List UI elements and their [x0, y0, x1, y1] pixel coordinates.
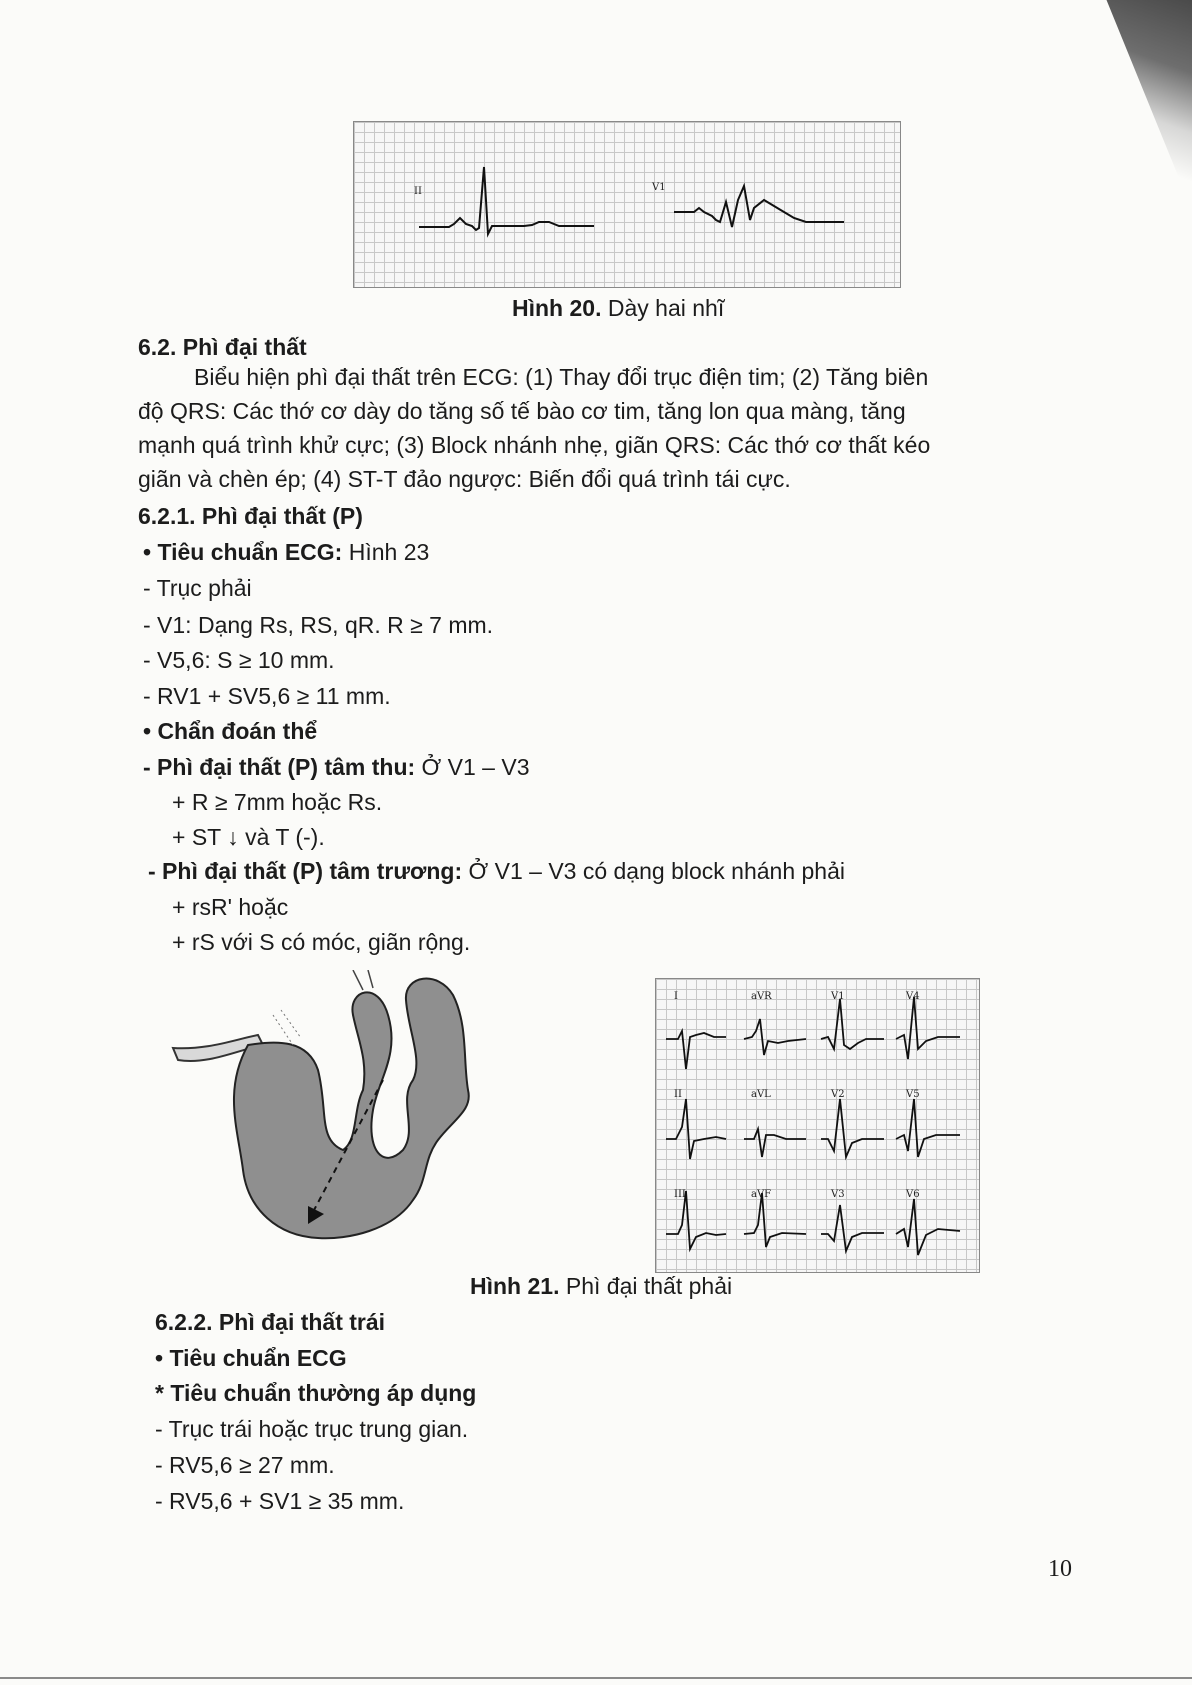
lead-label: aVL	[751, 1089, 771, 1100]
figure-21-caption-number: Hình 21.	[470, 1273, 560, 1299]
trace-v3	[821, 1205, 884, 1251]
lead-label: V6	[906, 1189, 920, 1200]
ecg-trace-svg	[354, 122, 900, 287]
rvh-diagnosis-heading: • Chẩn đoán thể	[143, 718, 318, 744]
rvh-v56-criteria: - V5,6: S ≥ 10 mm.	[143, 647, 335, 673]
trace-avf	[744, 1193, 806, 1247]
rvh-criteria-line	[143, 538, 429, 567]
heart-wall	[234, 979, 469, 1239]
dotted-marker	[273, 1010, 301, 1045]
scan-bottom-edge	[0, 1677, 1192, 1679]
trace-avr	[744, 1019, 806, 1055]
rvh-v1-criteria: - V1: Dạng Rs, RS, qR. R ≥ 7 mm.	[143, 612, 494, 638]
rvh-systolic-r: + R ≥ 7mm hoặc Rs.	[172, 789, 383, 815]
lvh-axis: - Trục trái hoặc trục trung gian.	[155, 1416, 469, 1442]
rvh-criteria-ref: Hình 23	[342, 539, 430, 565]
rvh-diastolic-rs: + rS với S có móc, giãn rộng.	[172, 929, 471, 955]
lead-label: I	[674, 991, 678, 1002]
rvh-systolic-st: + ST ↓ và T (-).	[172, 824, 325, 850]
rvh-sum-criteria: - RV1 + SV5,6 ≥ 11 mm.	[143, 683, 391, 709]
figure-21-heart-illustration	[168, 970, 608, 1270]
lead-label: aVR	[751, 991, 772, 1002]
ecg-trace-v1	[674, 186, 844, 227]
trace-i	[666, 1031, 726, 1069]
trace-v2	[821, 1099, 884, 1157]
ecg-trace-ii	[419, 167, 594, 234]
figure-20-caption-text: Dày hai nhĩ	[601, 295, 725, 321]
figure-20-caption	[512, 294, 724, 323]
lead-label: II	[674, 1089, 682, 1100]
rvh-diastolic-label: - Phì đại thất (P) tâm trương:	[148, 858, 463, 884]
rvh-axis: - Trục phải	[143, 575, 252, 601]
paragraph-line: độ QRS: Các thớ cơ dày do tăng số tế bào cơ tim, tăng lon qua màng, tăng	[138, 398, 906, 424]
section-6-2-heading: 6.2. Phì đại thất	[138, 334, 307, 360]
paragraph-line: giãn và chèn ép; (4) ST-T đảo ngược: Biến đổi quá trình tái cực.	[138, 466, 791, 492]
ecg-lead-label-ii: II	[414, 186, 422, 197]
lvh-common-criteria-heading: * Tiêu chuẩn thường áp dụng	[155, 1380, 477, 1406]
lead-label: V4	[906, 991, 920, 1002]
paragraph-line: mạnh quá trình khử cực; (3) Block nhánh nhẹ, giãn QRS: Các thớ cơ thất kéo	[138, 432, 931, 458]
section-6-2-2-heading: 6.2.2. Phì đại thất trái	[155, 1309, 386, 1335]
trace-iii	[666, 1191, 726, 1249]
trace-avl	[744, 1129, 806, 1157]
figure-20-caption-number: Hình 20.	[512, 295, 602, 321]
rvh-diastolic-line	[148, 857, 845, 886]
lead-label: III	[674, 1189, 686, 1200]
figure-21-caption	[470, 1272, 732, 1301]
lvh-criteria-heading: • Tiêu chuẩn ECG	[155, 1345, 347, 1371]
rvh-systolic-leads: Ở V1 – V3	[415, 754, 530, 780]
trace-v1	[821, 999, 884, 1049]
section-6-2-1-heading: 6.2.1. Phì đại thất (P)	[138, 503, 363, 529]
lead-label: V1	[831, 991, 845, 1002]
page-number: 10	[1048, 1556, 1072, 1582]
rvh-systolic-line	[143, 753, 530, 782]
trace-v5	[896, 1099, 960, 1157]
trace-ii	[666, 1099, 726, 1159]
rvh-diastolic-text: Ở V1 – V3 có dạng block nhánh phải	[462, 858, 845, 884]
lead-label: V5	[906, 1089, 920, 1100]
lead-label: V3	[831, 1189, 845, 1200]
trace-v4	[896, 997, 960, 1059]
vessel-top	[353, 970, 373, 990]
figure-20-ecg-strip	[353, 121, 901, 288]
scan-corner-shadow	[1102, 0, 1192, 210]
ecg-12-lead-traces	[656, 979, 979, 1272]
section-6-2-paragraph	[138, 360, 1058, 496]
rvh-systolic-label: - Phì đại thất (P) tâm thu:	[143, 754, 416, 780]
lead-label: V2	[831, 1089, 845, 1100]
lvh-rv56-sv1: - RV5,6 + SV1 ≥ 35 mm.	[155, 1488, 405, 1514]
figure-21-caption-text: Phì đại thất phải	[559, 1273, 733, 1299]
lvh-rv56: - RV5,6 ≥ 27 mm.	[155, 1452, 335, 1478]
ecg-lead-label-v1: V1	[652, 182, 666, 193]
rvh-diastolic-rsr: + rsR' hoặc	[172, 894, 289, 920]
rvh-criteria-label: • Tiêu chuẩn ECG:	[143, 539, 343, 565]
lead-label: aVF	[751, 1189, 772, 1200]
paragraph-line: Biểu hiện phì đại thất trên ECG: (1) Thay đổi trục điện tim; (2) Tăng biên	[194, 364, 929, 390]
trace-v6	[896, 1199, 960, 1255]
figure-21-ecg-12-lead	[655, 978, 980, 1273]
